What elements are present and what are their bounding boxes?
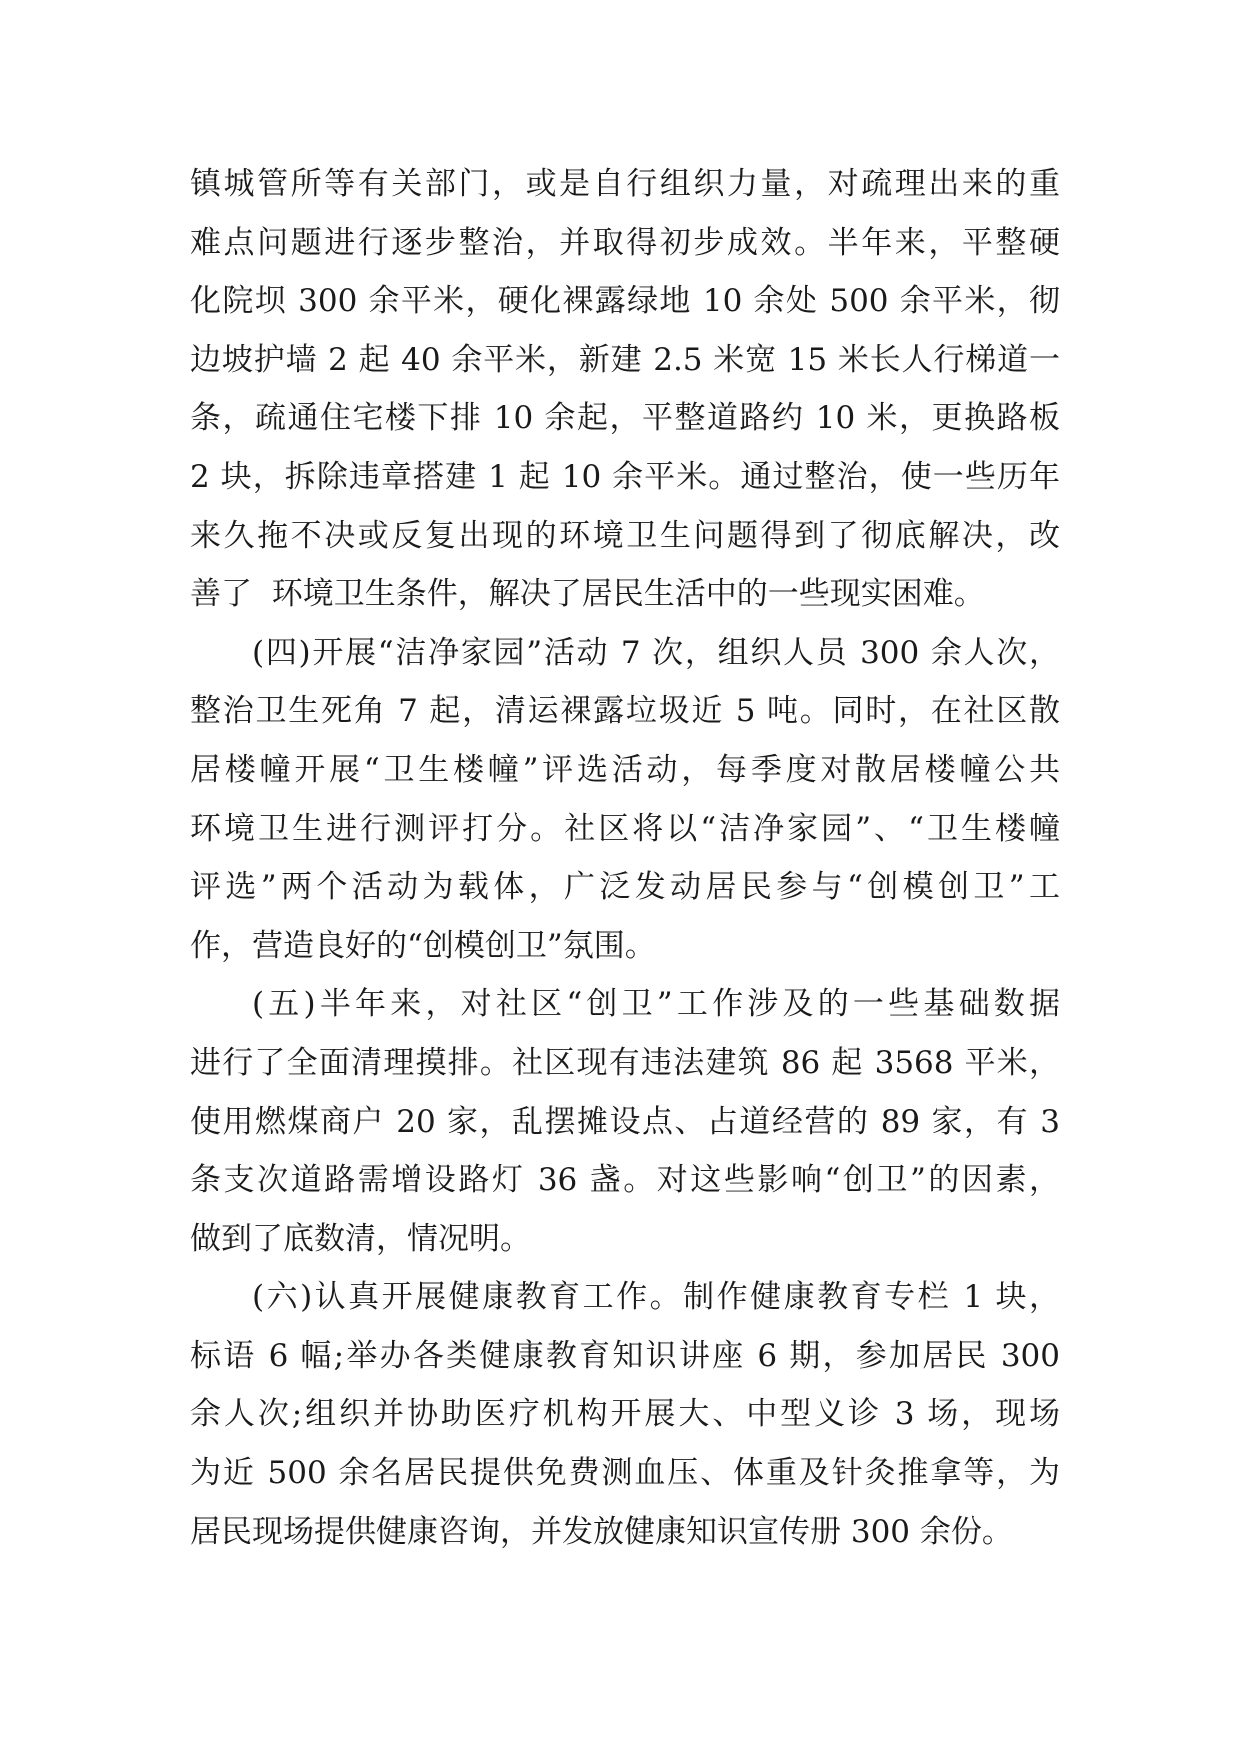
paragraph-line: 余人次;组织并协助医疗机构开展大、中型义诊 3 场，现场	[190, 1396, 1060, 1433]
paragraph-line: 做到了底数清，情况明。	[190, 1220, 531, 1257]
paragraph-line: 边坡护墙 2 起 40 余平米，新建 2.5 米宽 15 米长人行梯道一	[190, 341, 1060, 378]
paragraph-3	[190, 975, 1060, 1268]
paragraph-line: 2 块，拆除违章搭建 1 起 10 余平米。通过整治，使一些历年	[190, 458, 1060, 495]
paragraph-line: 善了 环境卫生条件，解决了居民生活中的一些现实困难。	[190, 576, 985, 613]
paragraph-line: 环境卫生进行测评打分。社区将以“洁净家园”、“卫生楼幢	[190, 810, 1060, 847]
paragraph-line: (五)半年来，对社区“创卫”工作涉及的一些基础数据	[252, 986, 1060, 1023]
paragraph-line: 居楼幢开展“卫生楼幢”评选活动，每季度对散居楼幢公共	[190, 751, 1060, 788]
paragraph-line: 来久拖不决或反复出现的环境卫生问题得到了彻底解决，改	[190, 517, 1060, 554]
paragraph-line: 评选”两个活动为载体，广泛发动居民参与“创模创卫”工	[190, 869, 1060, 906]
paragraph-line: 条支次道路需增设路灯 36 盏。对这些影响“创卫”的因素，	[190, 1162, 1060, 1199]
paragraph-line: 条，疏通住宅楼下排 10 余起，平整道路约 10 米，更换路板	[190, 400, 1060, 437]
paragraph-line: 使用燃煤商户 20 家，乱摆摊设点、占道经营的 89 家，有 3	[190, 1103, 1060, 1140]
paragraph-line: 镇城管所等有关部门，或是自行组织力量，对疏理出来的重	[190, 166, 1060, 202]
paragraph-line: 居民现场提供健康咨询，并发放健康知识宣传册 300 余份。	[190, 1513, 1013, 1550]
document-body	[190, 155, 1060, 1561]
paragraph-line: (四)开展“洁净家园”活动 7 次，组织人员 300 余人次，	[252, 634, 1060, 671]
paragraph-1	[190, 155, 1060, 624]
paragraph-2	[190, 624, 1060, 976]
paragraph-line: 整治卫生死角 7 起，清运裸露垃圾近 5 吨。同时，在社区散	[190, 693, 1060, 730]
paragraph-line: 难点问题进行逐步整治，并取得初步成效。半年来，平整硬	[190, 224, 1060, 261]
paragraph-line: 进行了全面清理摸排。社区现有违法建筑 86 起 3568 平米，	[190, 1044, 1060, 1081]
paragraph-line: (六)认真开展健康教育工作。制作健康教育专栏 1 块，	[252, 1279, 1060, 1316]
paragraph-line: 化院坝 300 余平米，硬化裸露绿地 10 余处 500 余平米，彻	[190, 283, 1060, 320]
paragraph-line: 标语 6 幅;举办各类健康教育知识讲座 6 期，参加居民 300	[190, 1337, 1060, 1374]
paragraph-4	[190, 1268, 1060, 1561]
paragraph-line: 为近 500 余名居民提供免费测血压、体重及针灸推拿等，为	[190, 1455, 1060, 1492]
paragraph-line: 作，营造良好的“创模创卫”氛围。	[190, 927, 656, 964]
